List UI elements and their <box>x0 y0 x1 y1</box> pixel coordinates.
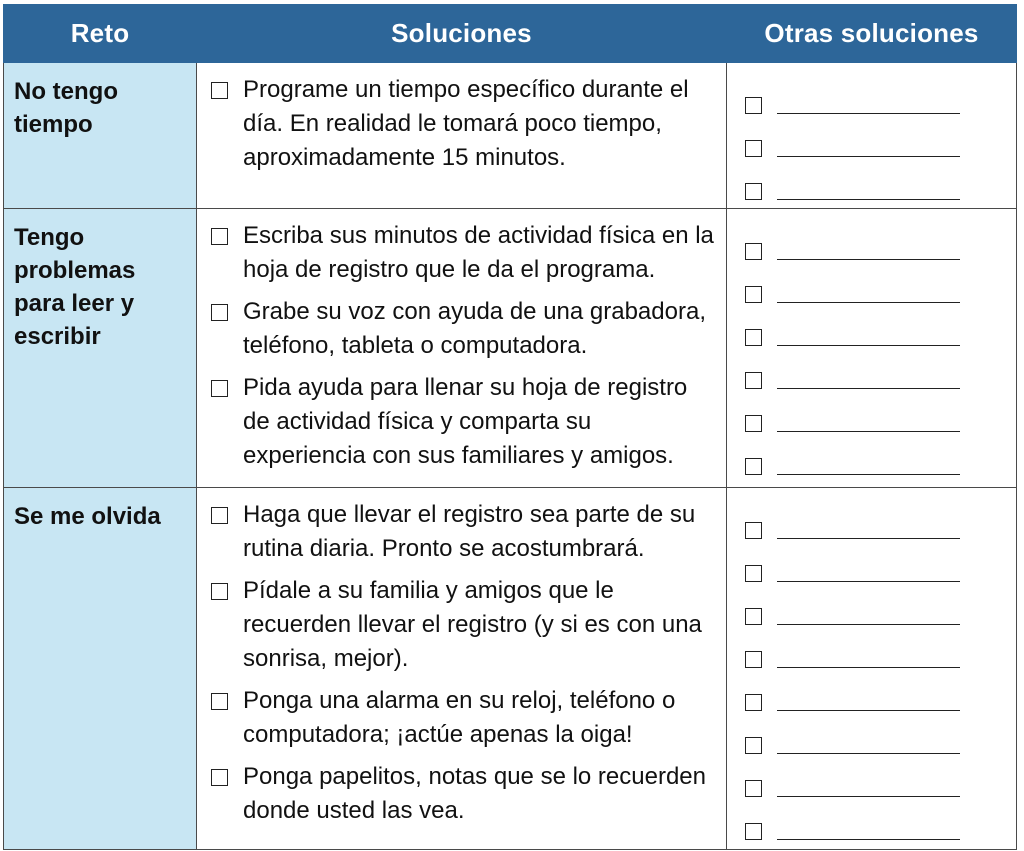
other-solution-line <box>745 584 1008 627</box>
other-solution-checkbox[interactable] <box>745 183 762 200</box>
other-solution-blank[interactable] <box>777 136 960 157</box>
other-solution-blank[interactable] <box>777 733 960 754</box>
other-solution-line <box>745 670 1008 713</box>
solution-item <box>211 574 716 676</box>
other-solution-line <box>745 262 1008 305</box>
header-otras-soluciones: Otras soluciones <box>727 5 1017 63</box>
other-solution-line <box>745 219 1008 262</box>
other-solution-checkbox[interactable] <box>745 565 762 582</box>
reto-label: Se me olvida <box>14 503 161 530</box>
other-solution-checkbox[interactable] <box>745 823 762 840</box>
reto-cell <box>4 488 197 850</box>
other-solution-checkbox[interactable] <box>745 522 762 539</box>
solution-checkbox[interactable] <box>211 693 228 710</box>
solution-checkbox[interactable] <box>211 769 228 786</box>
table-body <box>4 63 1017 850</box>
other-solution-checkbox[interactable] <box>745 780 762 797</box>
table-row <box>4 209 1017 488</box>
solution-text: Ponga papelitos, notas que se lo recuerden donde usted las vea. <box>243 763 706 824</box>
other-solution-checkbox[interactable] <box>745 458 762 475</box>
solution-checkbox[interactable] <box>211 82 228 99</box>
solution-checkbox[interactable] <box>211 380 228 397</box>
other-solution-blank[interactable] <box>777 604 960 625</box>
solution-item <box>211 760 716 828</box>
other-solution-blank[interactable] <box>777 93 960 114</box>
other-solution-checkbox[interactable] <box>745 329 762 346</box>
solution-item <box>211 295 716 363</box>
other-solution-blank[interactable] <box>777 647 960 668</box>
other-solution-checkbox[interactable] <box>745 97 762 114</box>
solution-text: Haga que llevar el registro sea parte de su rutina diaria. Pronto se acostumbrará. <box>243 501 696 562</box>
other-solution-line <box>745 73 1008 116</box>
solution-checkbox[interactable] <box>211 507 228 524</box>
reto-label: Tengo problemas para leer y escribir <box>14 224 136 350</box>
other-solution-line <box>745 348 1008 391</box>
header-reto: Reto <box>4 5 197 63</box>
solution-text: Grabe su voz con ayuda de una grabadora, teléfono, tableta o computadora. <box>243 298 706 359</box>
other-solution-blank[interactable] <box>777 690 960 711</box>
other-solution-line <box>745 159 1008 202</box>
other-solution-line <box>745 498 1008 541</box>
header-soluciones: Soluciones <box>197 5 727 63</box>
soluciones-cell <box>197 488 727 850</box>
solution-checkbox[interactable] <box>211 304 228 321</box>
challenges-table <box>3 4 1017 850</box>
other-solution-line <box>745 799 1008 842</box>
table-row <box>4 63 1017 209</box>
other-solution-line <box>745 391 1008 434</box>
solution-text: Escriba sus minutos de actividad física en la hoja de registro que le da el programa. <box>243 222 714 283</box>
otras-soluciones-cell <box>727 63 1017 209</box>
other-solution-blank[interactable] <box>777 454 960 475</box>
otras-soluciones-cell <box>727 488 1017 850</box>
other-solution-line <box>745 434 1008 477</box>
other-solution-blank[interactable] <box>777 325 960 346</box>
other-solution-line <box>745 756 1008 799</box>
other-solution-checkbox[interactable] <box>745 372 762 389</box>
other-solution-blank[interactable] <box>777 776 960 797</box>
other-solution-blank[interactable] <box>777 368 960 389</box>
challenges-table-container <box>3 4 1016 844</box>
other-solution-blank[interactable] <box>777 179 960 200</box>
solution-text: Programe un tiempo específico durante el día. En realidad le tomará poco tiempo, aproximadamente 15 minutos. <box>243 76 689 171</box>
other-solution-blank[interactable] <box>777 411 960 432</box>
other-solution-line <box>745 541 1008 584</box>
solution-item <box>211 73 716 175</box>
reto-label: No tengo tiempo <box>14 78 118 138</box>
otras-soluciones-cell <box>727 209 1017 488</box>
table-row <box>4 488 1017 850</box>
other-solution-blank[interactable] <box>777 282 960 303</box>
solution-item <box>211 684 716 752</box>
other-solution-checkbox[interactable] <box>745 608 762 625</box>
other-solution-blank[interactable] <box>777 819 960 840</box>
solution-checkbox[interactable] <box>211 228 228 245</box>
soluciones-cell <box>197 63 727 209</box>
solution-item <box>211 219 716 287</box>
other-solution-checkbox[interactable] <box>745 243 762 260</box>
solution-text: Pídale a su familia y amigos que le recuerden llevar el registro (y si es con una sonrisa, mejor). <box>243 577 702 672</box>
other-solution-checkbox[interactable] <box>745 140 762 157</box>
other-solution-blank[interactable] <box>777 561 960 582</box>
other-solution-line <box>745 305 1008 348</box>
other-solution-line <box>745 116 1008 159</box>
solution-text: Pida ayuda para llenar su hoja de registro de actividad física y comparta su experiencia con sus familiares y amigos. <box>243 374 688 469</box>
soluciones-cell <box>197 209 727 488</box>
other-solution-line <box>745 713 1008 756</box>
other-solution-blank[interactable] <box>777 518 960 539</box>
other-solution-line <box>745 627 1008 670</box>
solution-item <box>211 371 716 473</box>
other-solution-blank[interactable] <box>777 239 960 260</box>
other-solution-checkbox[interactable] <box>745 694 762 711</box>
solution-text: Ponga una alarma en su reloj, teléfono o computadora; ¡actúe apenas la oiga! <box>243 687 676 748</box>
other-solution-checkbox[interactable] <box>745 415 762 432</box>
solution-checkbox[interactable] <box>211 583 228 600</box>
other-solution-checkbox[interactable] <box>745 737 762 754</box>
reto-cell <box>4 63 197 209</box>
solution-item <box>211 498 716 566</box>
other-solution-checkbox[interactable] <box>745 651 762 668</box>
reto-cell <box>4 209 197 488</box>
other-solution-checkbox[interactable] <box>745 286 762 303</box>
header-row <box>4 5 1017 63</box>
